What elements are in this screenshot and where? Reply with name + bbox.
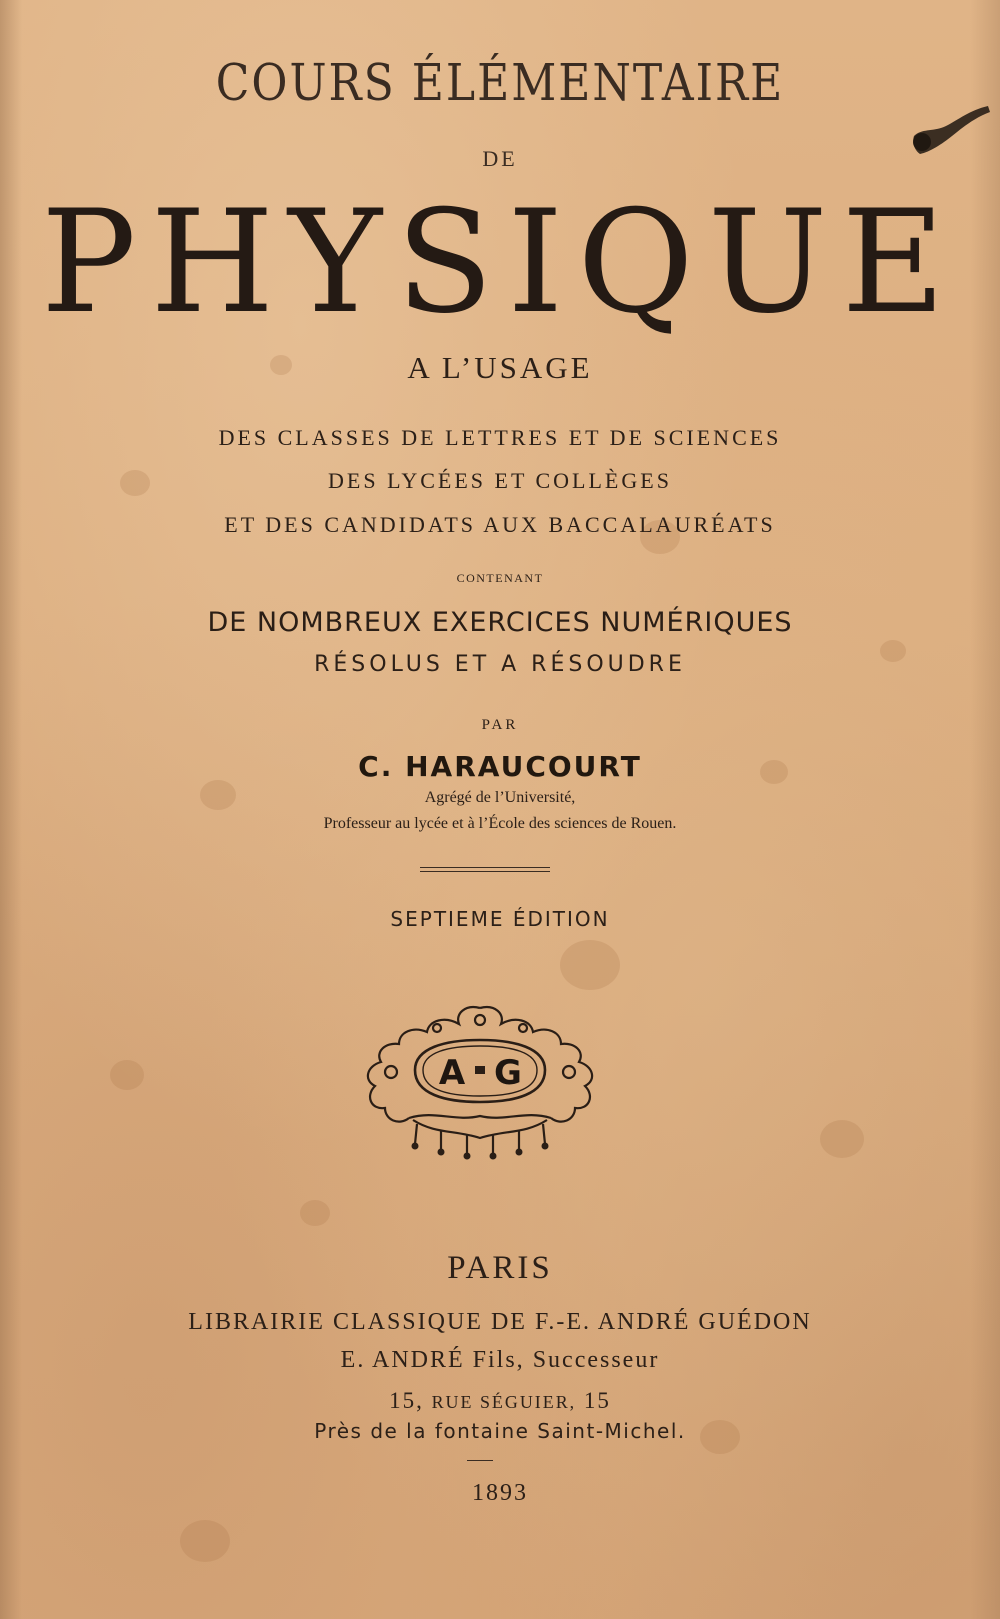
foxing-stain [300,1200,330,1226]
author-credential-2: Professeur au lycée et à l’École des sciences de Rouen. [323,815,677,832]
main-title: PHYSIQUE [40,180,960,345]
publisher-emblem [355,1000,605,1160]
divider-rule [420,871,550,872]
edition-label: SEPTIEME ÉDITION [390,907,610,931]
address-street: RUE SÉGUIER, [431,1392,577,1412]
author-credential-1: Agrégé de l’Université, [424,789,576,806]
emblem-letter-g: G [494,1053,522,1093]
imprint-city: PARIS [447,1250,553,1286]
imprint-location: Près de la fontaine Saint-Michel. [314,1419,686,1443]
audience-line-1: DES CLASSES DE LETTRES ET DE SCIENCES [218,425,782,450]
short-divider [467,1460,493,1461]
emblem-letter-a: A [438,1053,466,1093]
successor-fils: Fils, [472,1347,525,1373]
successor-role: Successeur [532,1347,660,1373]
address-number-2: 15 [583,1388,611,1413]
imprint-address [0,1388,1000,1414]
publication-year: 1893 [472,1480,528,1506]
exercises-line-2: RÉSOLUS ET A RÉSOUDRE [314,652,686,677]
imprint-successor [0,1347,1000,1374]
successor-name: E. ANDRÉ [340,1347,465,1373]
imprint-publisher: LIBRAIRIE CLASSIQUE DE F.-E. ANDRÉ GUÉDON [188,1309,812,1335]
exercises-line-1: DE NOMBREUX EXERCICES NUMÉRIQUES [207,607,793,638]
foxing-stain [180,1520,230,1562]
title-line-cours: COURS ÉLÉMENTAIRE [215,54,785,113]
foxing-stain [110,1060,144,1090]
foxing-stain [560,940,620,990]
title-de: DE [482,146,518,171]
par-label: PAR [481,717,519,733]
contenant-label: CONTENANT [456,571,544,585]
subtitle-usage: A L’USAGE [407,350,593,385]
audience-line-2: DES LYCÉES ET COLLÈGES [328,468,672,493]
divider-rule [420,867,550,868]
foxing-stain [820,1120,864,1158]
author-name: C. HARAUCOURT [358,750,642,783]
address-number-1: 15, [389,1388,424,1413]
audience-line-3: ET DES CANDIDATS AUX BACCALAURÉATS [224,512,776,537]
